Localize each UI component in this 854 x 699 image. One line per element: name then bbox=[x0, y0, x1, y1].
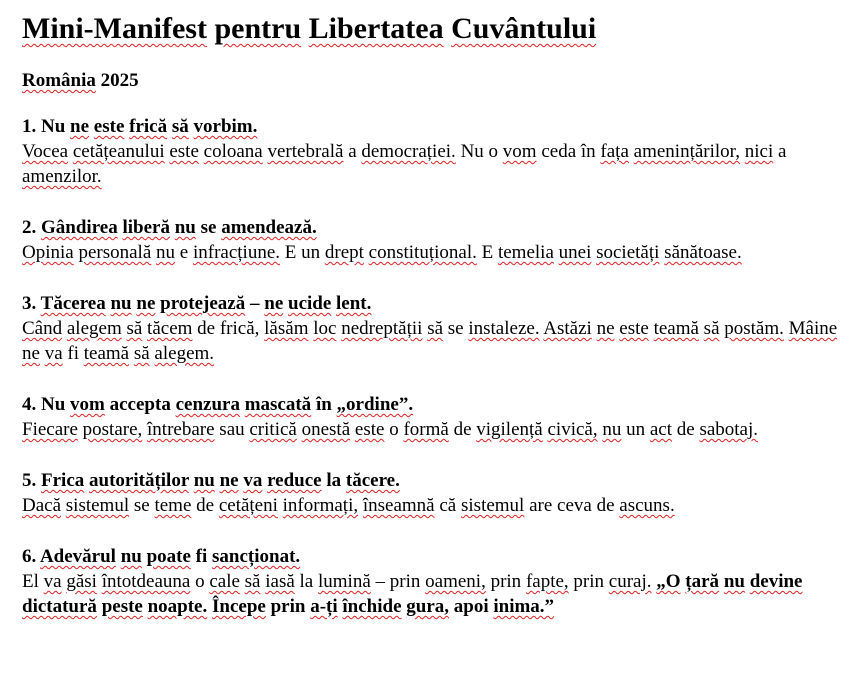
section-body: Dacă sistemul se teme de cetățeni informați, înseamnă că sistemul are ceva de ascuns. bbox=[22, 495, 675, 516]
section-body: Fiecare postare, întrebare sau critică onestă este o formă de vigilență civică, nu un act de sabotaj. bbox=[22, 419, 759, 440]
manifest-section-2 bbox=[22, 215, 842, 265]
manifest-section-4 bbox=[22, 392, 842, 442]
document-subtitle: România 2025 bbox=[22, 70, 139, 91]
manifest-section-5 bbox=[22, 468, 842, 518]
section-heading: 5. Frica autorităților nu ne va reduce la tăcere. bbox=[22, 470, 400, 491]
section-heading: 4. Nu vom accepta cenzura mascată în „ordine”. bbox=[22, 394, 414, 415]
section-heading: 6. Adevărul nu poate fi sancționat. bbox=[22, 546, 301, 567]
closing-quote: „O țară nu devine dictatură peste noapte. Începe prin a-ți închide gura, apoi inima.” bbox=[22, 571, 803, 617]
manifest-section-1 bbox=[22, 114, 842, 189]
section-heading: 1. Nu ne este frică să vorbim. bbox=[22, 116, 258, 137]
manifest-section-6 bbox=[22, 544, 842, 619]
document-page bbox=[22, 10, 842, 645]
section-body-text: El va găsi întotdeauna o cale să iasă la lumină – prin oameni, prin fapte, prin curaj. bbox=[22, 571, 652, 592]
section-body: Opinia personală nu e infracțiune. E un drept constituțional. E temelia unei societăți sănătoase. bbox=[22, 242, 742, 263]
document-title: Mini-Manifest pentru Libertatea Cuvântului bbox=[22, 12, 597, 45]
manifest-section-3 bbox=[22, 291, 842, 366]
section-heading: 2. Gândirea liberă nu se amendează. bbox=[22, 217, 317, 238]
section-body: Vocea cetățeanului este coloana vertebrală a democrației. Nu o vom ceda în fața amenințărilor, nici a amenzilor. bbox=[22, 141, 787, 187]
section-heading: 3. Tăcerea nu ne protejează – ne ucide lent. bbox=[22, 293, 372, 314]
section-body bbox=[22, 569, 842, 619]
section-body: Când alegem să tăcem de frică, lăsăm loc nedreptății să se instaleze. Astăzi ne este teamă să postăm. Mâine ne va fi teamă să alegem. bbox=[22, 318, 838, 364]
